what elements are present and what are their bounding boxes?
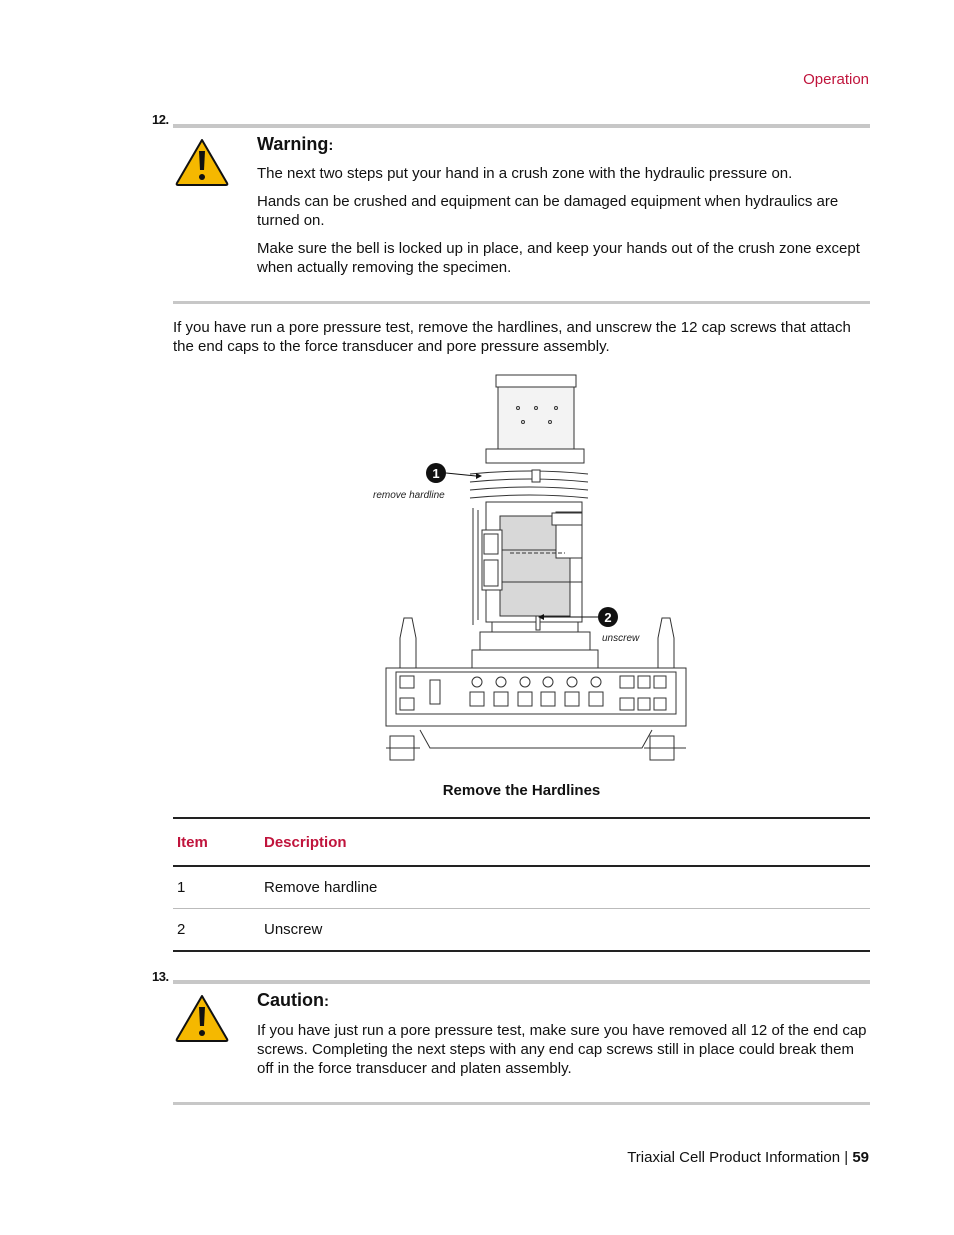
callout-1-label: remove hardline: [373, 490, 445, 501]
warning-title: Warning:: [257, 134, 334, 154]
callout-2-label: unscrew: [602, 633, 640, 644]
table-row: [173, 909, 870, 952]
warning-triangle-icon: [174, 137, 230, 187]
column-header-description: Description: [264, 833, 347, 851]
page-footer: [627, 1149, 869, 1166]
footer-separator: |: [844, 1149, 849, 1166]
notice-top-rule: [173, 980, 870, 984]
hardlines-figure: [360, 370, 700, 770]
callout-1-number: 1: [432, 466, 440, 481]
items-table: [173, 817, 870, 952]
callout-2-number: 2: [604, 610, 612, 625]
warning-paragraph: Make sure the bell is locked up in place, and keep your hands out of the crush zone except when actually removing the specimen.: [257, 240, 860, 276]
caution-title: Caution:: [257, 990, 329, 1010]
upper-column: [498, 387, 574, 449]
body-paragraph: If you have run a pore pressure test, remove the hardlines, and unscrew the 12 cap screws that attach the end caps to the force transducer and pore pressure assembly.: [173, 319, 851, 355]
table-header-row: [173, 818, 870, 866]
column-header-item: Item: [177, 833, 208, 851]
warning-paragraph: The next two steps put your hand in a crush zone with the hydraulic pressure on.: [257, 165, 793, 182]
table-row: [173, 866, 870, 909]
description-cell: Unscrew: [264, 921, 323, 938]
notice-bottom-rule: [173, 1102, 870, 1105]
step-number: 12.: [152, 112, 169, 127]
footer-title: Triaxial Cell Product Information: [627, 1149, 841, 1166]
caution-paragraph: If you have just run a pore pressure test, make sure you have removed all 12 of the end cap screws. Completing the next steps with any end cap screws still in place could break them off in the force transducer and platen assembly.: [257, 1022, 867, 1077]
description-cell: Remove hardline: [264, 879, 378, 896]
warning-triangle-icon: [174, 993, 230, 1043]
section-title: Operation: [803, 71, 869, 88]
notice-top-rule: [173, 124, 870, 128]
item-cell: 1: [177, 879, 186, 896]
warning-paragraph: Hands can be crushed and equipment can be damaged equipment when hydraulics are turned on.: [257, 193, 839, 229]
page-number: 59: [852, 1149, 869, 1166]
item-cell: 2: [177, 921, 186, 938]
figure-caption: Remove the Hardlines: [442, 782, 601, 799]
column-cap: [496, 375, 576, 387]
step-number: 13.: [152, 969, 169, 984]
notice-bottom-rule: [173, 301, 870, 304]
